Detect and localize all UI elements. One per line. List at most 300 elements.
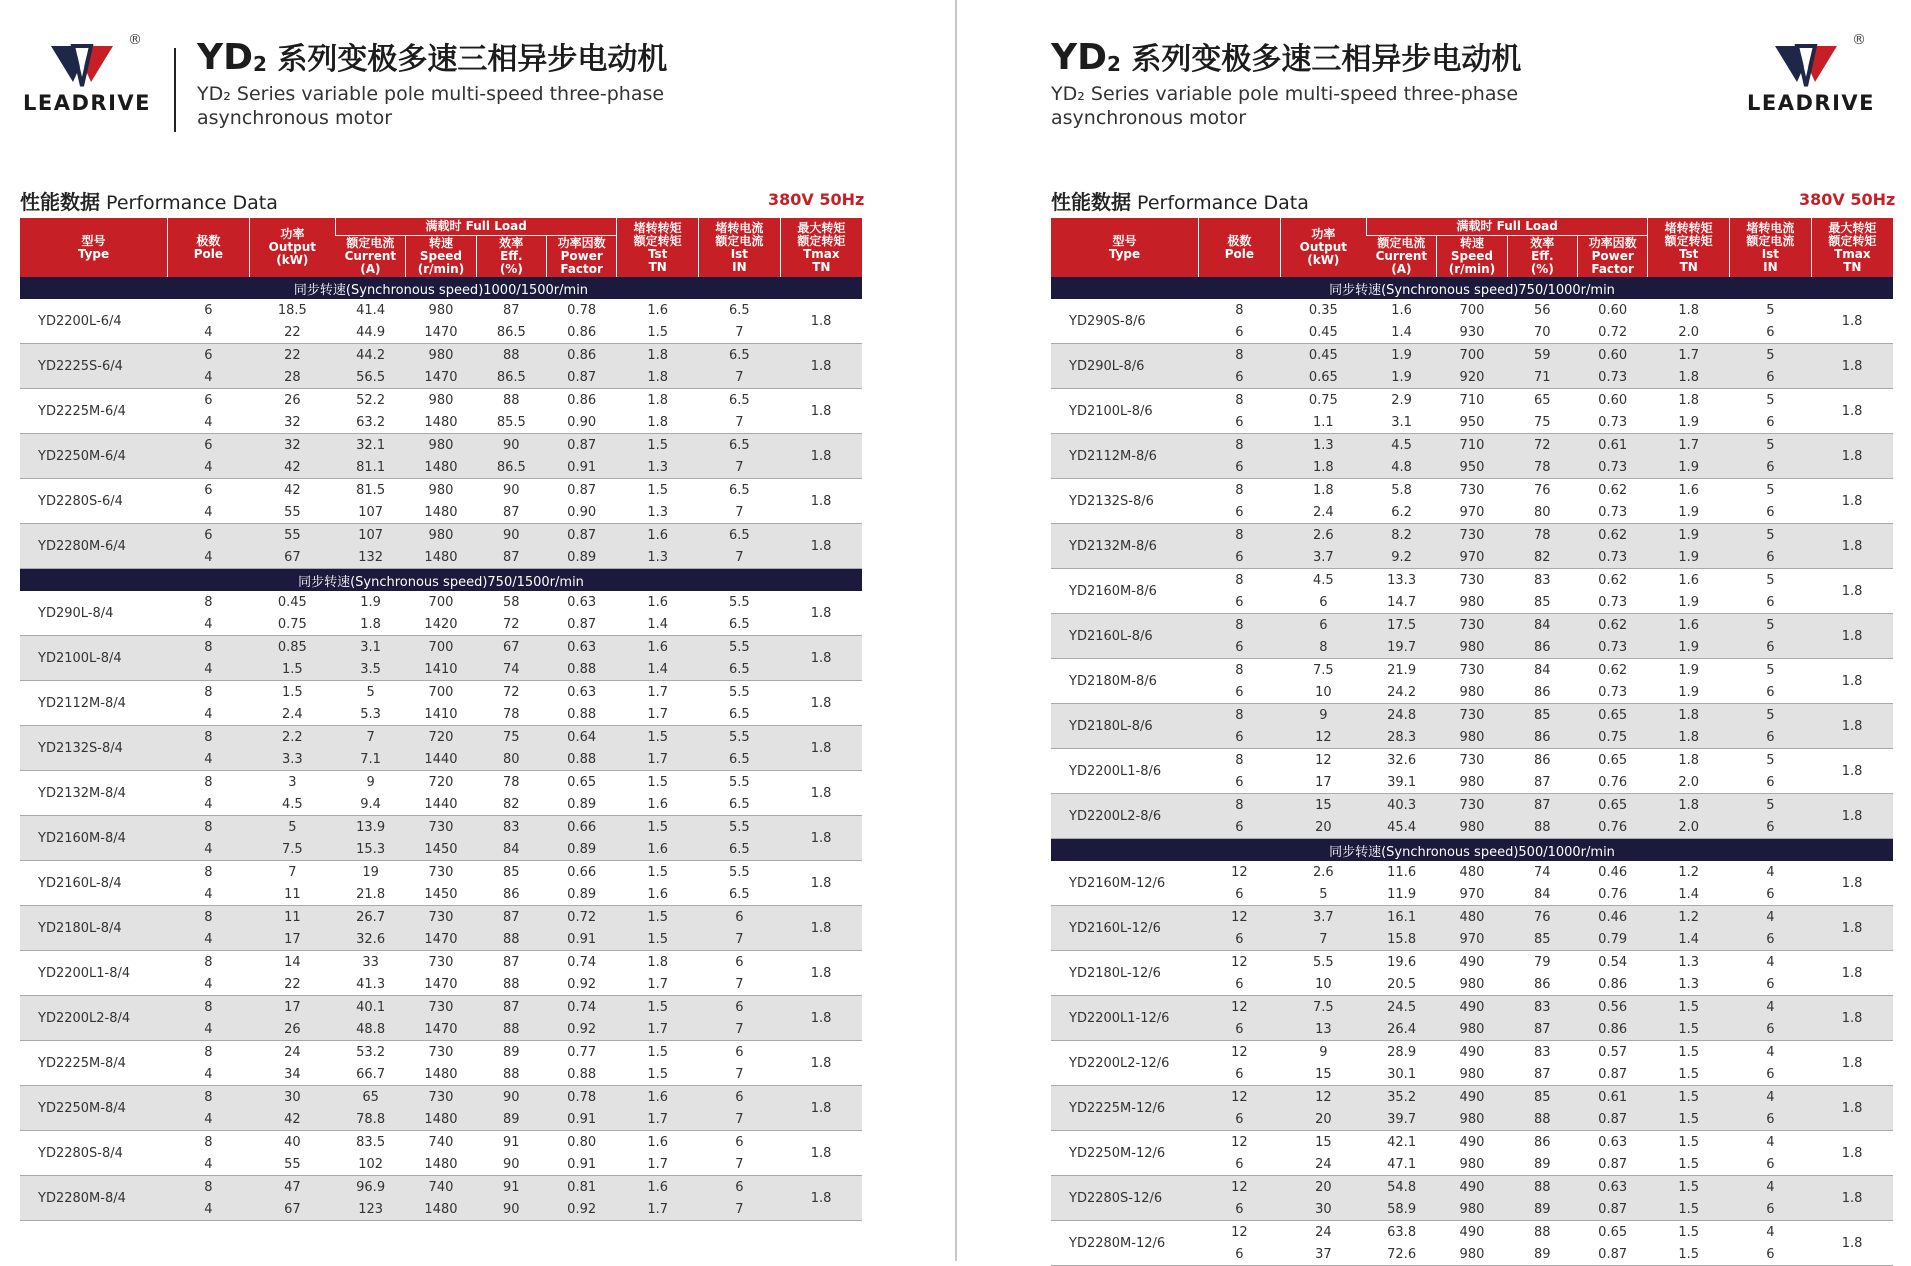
- pole-cell: 8: [1199, 614, 1281, 637]
- current-cell: 11.6: [1366, 861, 1436, 883]
- output-cell: 3: [249, 771, 335, 794]
- pole-cell: 12: [1199, 951, 1281, 974]
- model-type: YD2225M-6/4: [20, 389, 168, 434]
- tst-cell: 1.5: [1648, 1063, 1730, 1086]
- power-factor-cell: 0.77: [546, 1041, 616, 1064]
- pole-cell: 8: [168, 726, 250, 749]
- model-type: YD2225M-12/6: [1051, 1086, 1199, 1131]
- tmax-cell: 1.8: [780, 1086, 862, 1131]
- speed-cell: 730: [1437, 479, 1507, 502]
- model-type: YD2112M-8/4: [20, 681, 168, 726]
- pole-cell: 4: [168, 456, 250, 479]
- pole-cell: 6: [168, 389, 250, 412]
- power-factor-cell: 0.62: [1577, 569, 1647, 592]
- tst-cell: 1.3: [617, 546, 699, 569]
- ist-cell: 6: [699, 906, 781, 929]
- eff-cell: 67: [476, 636, 546, 659]
- tst-cell: 1.6: [1648, 479, 1730, 502]
- speed-cell: 740: [406, 1131, 476, 1154]
- tst-cell: 1.5: [617, 861, 699, 884]
- sync-speed-label: 同步转速(Synchronous speed)750/1000r/min: [1051, 277, 1893, 299]
- output-cell: 2.6: [1280, 524, 1366, 547]
- current-cell: 58.9: [1366, 1198, 1436, 1221]
- ist-cell: 5: [1730, 344, 1812, 367]
- speed-cell: 730: [406, 1041, 476, 1064]
- current-cell: 1.9: [1366, 344, 1436, 367]
- power-factor-cell: 0.86: [546, 321, 616, 344]
- tmax-cell: 1.8: [780, 726, 862, 771]
- tst-cell: 1.9: [1648, 636, 1730, 659]
- col-pole-header: 极数 Pole: [168, 218, 250, 277]
- current-cell: 65: [335, 1086, 405, 1109]
- pole-cell: 4: [168, 928, 250, 951]
- tmax-cell: 1.8: [780, 906, 862, 951]
- current-cell: 45.4: [1366, 816, 1436, 839]
- ist-cell: 7: [699, 321, 781, 344]
- output-cell: 12: [1280, 726, 1366, 749]
- pole-cell: 6: [1199, 681, 1281, 704]
- col-output-header: 功率 Output (kW): [1280, 218, 1366, 277]
- output-cell: 15: [1280, 1063, 1366, 1086]
- model-type: YD2160L-12/6: [1051, 906, 1199, 951]
- tst-cell: 1.5: [617, 1063, 699, 1086]
- series-sub: 2: [1106, 52, 1121, 76]
- eff-cell: 74: [1507, 861, 1577, 883]
- table-row: [20, 816, 862, 839]
- speed-cell: 980: [406, 434, 476, 457]
- speed-cell: 1410: [406, 703, 476, 726]
- ist-cell: 6.5: [699, 524, 781, 547]
- output-cell: 5.5: [1280, 951, 1366, 974]
- pole-cell: 6: [1199, 1153, 1281, 1176]
- tst-cell: 1.7: [617, 1108, 699, 1131]
- output-cell: 1.5: [249, 681, 335, 704]
- tmax-cell: 1.8: [780, 1131, 862, 1176]
- tst-cell: 1.5: [617, 321, 699, 344]
- eff-cell: 82: [476, 793, 546, 816]
- eff-cell: 86: [476, 883, 546, 906]
- eff-cell: 85: [1507, 928, 1577, 951]
- tmax-cell: 1.8: [780, 681, 862, 726]
- output-cell: 28: [249, 366, 335, 389]
- tst-cell: 1.6: [1648, 614, 1730, 637]
- speed-cell: 1470: [406, 321, 476, 344]
- speed-cell: 490: [1437, 951, 1507, 974]
- speed-cell: 480: [1437, 906, 1507, 929]
- current-cell: 26.4: [1366, 1018, 1436, 1041]
- current-cell: 1.8: [335, 613, 405, 636]
- power-factor-cell: 0.74: [546, 951, 616, 974]
- tmax-cell: 1.8: [1811, 299, 1893, 344]
- table-row: [1051, 569, 1893, 592]
- current-cell: 44.2: [335, 344, 405, 367]
- ist-cell: 6: [1730, 1018, 1812, 1041]
- tst-cell: 1.9: [1648, 501, 1730, 524]
- tst-cell: 1.3: [1648, 951, 1730, 974]
- power-factor-cell: 0.87: [546, 366, 616, 389]
- ist-cell: 6: [1730, 456, 1812, 479]
- power-factor-cell: 0.88: [546, 703, 616, 726]
- current-cell: 19.7: [1366, 636, 1436, 659]
- current-cell: 1.9: [1366, 366, 1436, 389]
- power-factor-cell: 0.54: [1577, 951, 1647, 974]
- speed-cell: 490: [1437, 1131, 1507, 1154]
- eff-cell: 80: [1507, 501, 1577, 524]
- pole-cell: 8: [168, 861, 250, 884]
- eff-cell: 78: [1507, 524, 1577, 547]
- ist-cell: 5: [1730, 434, 1812, 457]
- ist-cell: 6: [1730, 411, 1812, 434]
- tmax-cell: 1.8: [1811, 344, 1893, 389]
- output-cell: 14: [249, 951, 335, 974]
- eff-cell: 90: [476, 1198, 546, 1221]
- power-factor-cell: 0.89: [546, 883, 616, 906]
- table-row: [1051, 704, 1893, 727]
- model-type: YD2200L-6/4: [20, 299, 168, 344]
- current-cell: 54.8: [1366, 1176, 1436, 1199]
- pole-cell: 8: [1199, 344, 1281, 367]
- model-type: YD2132S-8/6: [1051, 479, 1199, 524]
- table-row: [20, 906, 862, 929]
- eff-cell: 91: [476, 1176, 546, 1199]
- ist-cell: 6: [1730, 771, 1812, 794]
- output-cell: 20: [1280, 816, 1366, 839]
- power-factor-cell: 0.65: [1577, 1221, 1647, 1244]
- output-cell: 8: [1280, 636, 1366, 659]
- table-row: [20, 479, 862, 502]
- tmax-cell: 1.8: [1811, 951, 1893, 996]
- speed-cell: 980: [406, 524, 476, 547]
- power-factor-cell: 0.92: [546, 1018, 616, 1041]
- current-cell: 63.8: [1366, 1221, 1436, 1244]
- table-row: [1051, 749, 1893, 772]
- col-pf-header: 功率因数 Power Factor: [1577, 236, 1647, 278]
- pole-cell: 6: [1199, 928, 1281, 951]
- current-cell: 24.5: [1366, 996, 1436, 1019]
- pole-cell: 8: [1199, 704, 1281, 727]
- tst-cell: 1.8: [617, 344, 699, 367]
- ist-cell: 4: [1730, 1086, 1812, 1109]
- eff-cell: 75: [476, 726, 546, 749]
- current-cell: 3.1: [335, 636, 405, 659]
- power-factor-cell: 0.89: [546, 838, 616, 861]
- tst-cell: 1.8: [1648, 389, 1730, 412]
- current-cell: 21.8: [335, 883, 405, 906]
- ist-cell: 6: [1730, 726, 1812, 749]
- eff-cell: 90: [476, 479, 546, 502]
- output-cell: 0.75: [1280, 389, 1366, 412]
- speed-cell: 980: [406, 299, 476, 321]
- tst-cell: 1.5: [617, 1041, 699, 1064]
- power-factor-cell: 0.62: [1577, 614, 1647, 637]
- power-factor-cell: 0.87: [1577, 1108, 1647, 1131]
- tmax-cell: 1.8: [1811, 861, 1893, 906]
- ist-cell: 6: [699, 1131, 781, 1154]
- table-row: [1051, 1131, 1893, 1154]
- pole-cell: 6: [1199, 546, 1281, 569]
- table-row: [1051, 1041, 1893, 1064]
- pole-cell: 8: [1199, 389, 1281, 412]
- eff-cell: 86: [1507, 681, 1577, 704]
- eff-cell: 72: [476, 681, 546, 704]
- power-factor-cell: 0.73: [1577, 636, 1647, 659]
- ist-cell: 5: [1730, 794, 1812, 817]
- power-factor-cell: 0.46: [1577, 906, 1647, 929]
- output-cell: 9: [1280, 704, 1366, 727]
- tst-cell: 1.7: [617, 1153, 699, 1176]
- section-title: 性能数据 Performance Data: [20, 190, 278, 214]
- power-factor-cell: 0.72: [546, 906, 616, 929]
- output-cell: 24: [1280, 1221, 1366, 1244]
- output-cell: 5: [1280, 883, 1366, 906]
- power-factor-cell: 0.90: [546, 411, 616, 434]
- eff-cell: 78: [476, 771, 546, 794]
- current-cell: 1.9: [335, 591, 405, 613]
- model-type: YD2280S-8/4: [20, 1131, 168, 1176]
- ist-cell: 6.5: [699, 344, 781, 367]
- tst-cell: 1.6: [617, 591, 699, 613]
- power-factor-cell: 0.88: [546, 1063, 616, 1086]
- output-cell: 42: [249, 456, 335, 479]
- pole-cell: 4: [168, 838, 250, 861]
- tst-cell: 1.8: [617, 411, 699, 434]
- output-cell: 55: [249, 1153, 335, 1176]
- eff-cell: 87: [476, 951, 546, 974]
- tst-cell: 1.2: [1648, 861, 1730, 883]
- speed-cell: 490: [1437, 996, 1507, 1019]
- output-cell: 4.5: [249, 793, 335, 816]
- model-type: YD2180M-8/6: [1051, 659, 1199, 704]
- speed-cell: 980: [1437, 681, 1507, 704]
- current-cell: 5.3: [335, 703, 405, 726]
- tst-cell: 1.9: [1648, 411, 1730, 434]
- table-row: [1051, 344, 1893, 367]
- speed-cell: 1470: [406, 973, 476, 996]
- power-factor-cell: 0.73: [1577, 501, 1647, 524]
- pole-cell: 4: [168, 501, 250, 524]
- current-cell: 7.1: [335, 748, 405, 771]
- page-title: [197, 37, 717, 130]
- tst-cell: 1.6: [617, 1086, 699, 1109]
- eff-cell: 88: [1507, 816, 1577, 839]
- output-cell: 11: [249, 883, 335, 906]
- speed-cell: 970: [1437, 501, 1507, 524]
- ist-cell: 7: [699, 1018, 781, 1041]
- ist-cell: 5.5: [699, 636, 781, 659]
- speed-cell: 980: [1437, 726, 1507, 749]
- current-cell: 81.1: [335, 456, 405, 479]
- model-type: YD2180L-12/6: [1051, 951, 1199, 996]
- tst-cell: 2.0: [1648, 321, 1730, 344]
- model-type: YD2132S-8/4: [20, 726, 168, 771]
- tmax-cell: 1.8: [780, 434, 862, 479]
- tmax-cell: 1.8: [780, 1041, 862, 1086]
- model-type: YD2200L1-8/4: [20, 951, 168, 996]
- current-cell: 78.8: [335, 1108, 405, 1131]
- speed-cell: 730: [406, 996, 476, 1019]
- tst-cell: 1.5: [1648, 1243, 1730, 1266]
- output-cell: 6: [1280, 591, 1366, 614]
- speed-cell: 730: [1437, 794, 1507, 817]
- current-cell: 41.3: [335, 973, 405, 996]
- eff-cell: 87: [476, 299, 546, 321]
- tmax-cell: 1.8: [1811, 1131, 1893, 1176]
- col-current-header: 额定电流 Current (A): [335, 236, 405, 278]
- speed-cell: 980: [1437, 1108, 1507, 1131]
- pole-cell: 6: [1199, 411, 1281, 434]
- brand-name: LEADRIVE: [23, 91, 151, 115]
- speed-cell: 730: [1437, 569, 1507, 592]
- pole-cell: 12: [1199, 1041, 1281, 1064]
- pole-cell: 8: [1199, 659, 1281, 682]
- col-speed-header: 转速 Speed (r/min): [406, 236, 476, 278]
- tmax-cell: 1.8: [1811, 996, 1893, 1041]
- speed-cell: 970: [1437, 928, 1507, 951]
- output-cell: 12: [1280, 749, 1366, 772]
- tst-cell: 1.5: [1648, 1198, 1730, 1221]
- tmax-cell: 1.8: [780, 636, 862, 681]
- tst-cell: 1.4: [617, 613, 699, 636]
- power-factor-cell: 0.61: [1577, 1086, 1647, 1109]
- current-cell: 3.1: [1366, 411, 1436, 434]
- eff-cell: 85: [1507, 1086, 1577, 1109]
- tmax-cell: 1.8: [780, 344, 862, 389]
- pole-cell: 4: [168, 546, 250, 569]
- tst-cell: 1.3: [617, 501, 699, 524]
- ist-cell: 7: [699, 366, 781, 389]
- left-page: [0, 0, 955, 1261]
- pole-cell: 6: [1199, 726, 1281, 749]
- header-divider: [174, 48, 176, 132]
- current-cell: 102: [335, 1153, 405, 1176]
- speed-cell: 1480: [406, 1063, 476, 1086]
- tst-cell: 1.5: [1648, 1153, 1730, 1176]
- output-cell: 6: [1280, 614, 1366, 637]
- current-cell: 9.2: [1366, 546, 1436, 569]
- tst-cell: 1.8: [1648, 299, 1730, 321]
- speed-cell: 1450: [406, 883, 476, 906]
- model-type: YD2200L1-8/6: [1051, 749, 1199, 794]
- ist-cell: 6.5: [699, 703, 781, 726]
- eff-cell: 88: [1507, 1221, 1577, 1244]
- power-factor-cell: 0.66: [546, 861, 616, 884]
- tst-cell: 1.5: [617, 479, 699, 502]
- output-cell: 1.8: [1280, 479, 1366, 502]
- ist-cell: 6: [1730, 1198, 1812, 1221]
- eff-cell: 85: [1507, 591, 1577, 614]
- output-cell: 3.7: [1280, 546, 1366, 569]
- power-factor-cell: 0.86: [546, 389, 616, 412]
- pole-cell: 8: [1199, 479, 1281, 502]
- tst-cell: 1.5: [1648, 996, 1730, 1019]
- eff-cell: 74: [476, 658, 546, 681]
- power-factor-cell: 0.64: [546, 726, 616, 749]
- output-cell: 0.45: [249, 591, 335, 613]
- power-factor-cell: 0.63: [546, 681, 616, 704]
- tst-cell: 1.7: [1648, 344, 1730, 367]
- current-cell: 40.3: [1366, 794, 1436, 817]
- model-type: YD2225M-8/4: [20, 1041, 168, 1086]
- speed-cell: 1480: [406, 546, 476, 569]
- speed-cell: 980: [1437, 973, 1507, 996]
- pole-cell: 6: [1199, 366, 1281, 389]
- current-cell: 44.9: [335, 321, 405, 344]
- output-cell: 7: [249, 861, 335, 884]
- eff-cell: 88: [476, 928, 546, 951]
- ist-cell: 6: [1730, 1108, 1812, 1131]
- col-tst-header: 堵转转矩 额定转矩 Tst TN: [617, 218, 699, 277]
- pole-cell: 8: [168, 1041, 250, 1064]
- model-type: YD290L-8/4: [20, 591, 168, 636]
- speed-cell: 970: [1437, 883, 1507, 906]
- pole-cell: 6: [1199, 816, 1281, 839]
- output-cell: 2.4: [249, 703, 335, 726]
- speed-cell: 730: [406, 816, 476, 839]
- current-cell: 26.7: [335, 906, 405, 929]
- speed-cell: 700: [406, 681, 476, 704]
- eff-cell: 82: [1507, 546, 1577, 569]
- eff-cell: 59: [1507, 344, 1577, 367]
- tmax-cell: 1.8: [1811, 906, 1893, 951]
- pole-cell: 12: [1199, 1086, 1281, 1109]
- leadrive-logo-icon: [47, 34, 117, 90]
- speed-cell: 980: [1437, 1063, 1507, 1086]
- series-prefix: YD: [1051, 37, 1107, 78]
- tst-cell: 1.6: [1648, 569, 1730, 592]
- tst-cell: 1.6: [617, 636, 699, 659]
- pole-cell: 4: [168, 883, 250, 906]
- current-cell: 13.9: [335, 816, 405, 839]
- model-type: YD2280M-8/4: [20, 1176, 168, 1221]
- pole-cell: 6: [1199, 1108, 1281, 1131]
- speed-cell: 730: [406, 906, 476, 929]
- col-eff-header: 效率 Eff. (%): [1507, 236, 1577, 278]
- power-factor-cell: 0.91: [546, 928, 616, 951]
- output-cell: 7.5: [1280, 996, 1366, 1019]
- output-cell: 55: [249, 501, 335, 524]
- table-row: [20, 389, 862, 412]
- tmax-cell: 1.8: [1811, 569, 1893, 614]
- output-cell: 30: [1280, 1198, 1366, 1221]
- eff-cell: 65: [1507, 389, 1577, 412]
- speed-cell: 730: [406, 951, 476, 974]
- current-cell: 56.5: [335, 366, 405, 389]
- ist-cell: 6: [1730, 928, 1812, 951]
- tmax-cell: 1.8: [780, 951, 862, 996]
- eff-cell: 86: [1507, 726, 1577, 749]
- speed-cell: 710: [1437, 389, 1507, 412]
- ist-cell: 6.5: [699, 479, 781, 502]
- power-factor-cell: 0.73: [1577, 411, 1647, 434]
- sync-speed-row: [1051, 277, 1893, 299]
- current-cell: 16.1: [1366, 906, 1436, 929]
- output-cell: 1.1: [1280, 411, 1366, 434]
- eff-cell: 86: [1507, 1131, 1577, 1154]
- table-row: [1051, 299, 1893, 321]
- pole-cell: 8: [168, 591, 250, 613]
- eff-cell: 88: [476, 389, 546, 412]
- current-cell: 48.8: [335, 1018, 405, 1041]
- pole-cell: 6: [168, 479, 250, 502]
- eff-cell: 88: [476, 1018, 546, 1041]
- power-factor-cell: 0.78: [546, 299, 616, 321]
- speed-cell: 980: [1437, 771, 1507, 794]
- speed-cell: 950: [1437, 456, 1507, 479]
- eff-cell: 87: [476, 906, 546, 929]
- pole-cell: 12: [1199, 1176, 1281, 1199]
- speed-cell: 980: [1437, 816, 1507, 839]
- ist-cell: 6: [699, 951, 781, 974]
